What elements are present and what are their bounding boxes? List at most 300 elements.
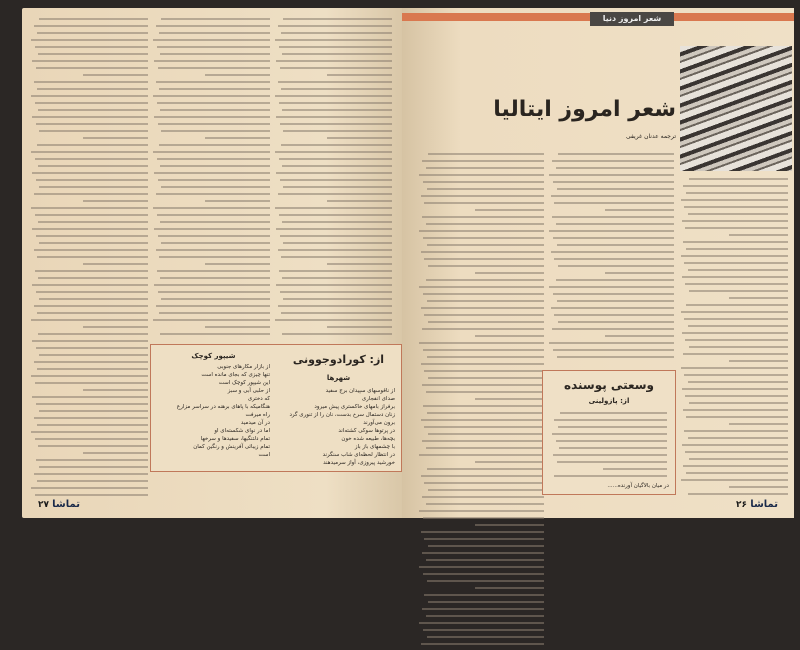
text-line <box>279 214 392 216</box>
poem-line: بچه‌ها، طبیعه شده خون <box>341 436 395 442</box>
text-line <box>549 342 674 344</box>
text-column <box>30 18 148 501</box>
text-line <box>205 137 270 139</box>
text-line <box>682 388 788 390</box>
text-line <box>426 503 544 505</box>
text-line <box>280 123 392 125</box>
text-line <box>685 451 788 453</box>
text-line <box>281 256 392 258</box>
text-line <box>35 382 148 384</box>
text-line <box>39 410 148 412</box>
text-line <box>428 265 544 267</box>
text-line <box>32 340 148 342</box>
text-line <box>475 272 544 274</box>
page-number: ۲۷ <box>38 500 49 510</box>
text-line <box>556 223 674 225</box>
text-line <box>689 458 788 460</box>
text-line <box>688 269 788 271</box>
text-column <box>548 153 674 363</box>
text-line <box>157 158 270 160</box>
text-line <box>729 297 788 299</box>
text-line <box>280 291 392 293</box>
poem-column-right <box>276 349 401 467</box>
text-line <box>31 487 148 489</box>
poem-title: شیپور کوچک <box>191 352 236 360</box>
text-line <box>681 479 788 481</box>
text-line <box>683 465 788 467</box>
section-header: شعر امروز دنیا <box>590 12 674 26</box>
text-line <box>685 227 788 229</box>
text-line <box>421 419 544 421</box>
poem-line: با چشمهای باز باز <box>354 444 395 450</box>
page-number: ۲۶ <box>736 500 748 510</box>
text-column <box>274 18 392 340</box>
text-line <box>159 256 270 258</box>
text-line <box>278 25 392 27</box>
poem-line: است <box>258 452 270 458</box>
text-line <box>423 405 544 407</box>
text-line <box>159 312 270 314</box>
text-line <box>423 293 544 295</box>
text-line <box>424 314 544 316</box>
text-line <box>689 178 788 180</box>
text-line <box>34 193 148 195</box>
text-line <box>475 335 544 337</box>
text-line <box>156 81 270 83</box>
text-line <box>557 244 674 246</box>
text-line <box>282 333 392 335</box>
text-line <box>559 447 667 449</box>
text-line <box>36 179 148 181</box>
text-line <box>160 277 270 279</box>
poem-author: از: کورادوجوونی <box>292 353 385 366</box>
poem-line: هنگامیکه با پاهای برهنه در سراسر مزارع <box>176 404 270 410</box>
poem-last-line: در میان بالاگیان آورنده...... <box>607 483 669 489</box>
text-line <box>427 356 544 358</box>
text-line <box>327 137 392 139</box>
text-line <box>686 192 788 194</box>
right-page <box>402 8 794 518</box>
text-line <box>419 342 544 344</box>
text-line <box>422 328 544 330</box>
text-line <box>422 216 544 218</box>
text-line <box>37 368 148 370</box>
text-line <box>276 172 392 174</box>
text-line <box>327 326 392 328</box>
poem-line: از حلبی آبی و سبز <box>227 388 270 394</box>
text-line <box>35 102 148 104</box>
text-line <box>154 284 270 286</box>
text-line <box>603 468 667 470</box>
text-line <box>34 305 148 307</box>
text-line <box>428 545 544 547</box>
text-line <box>34 81 148 83</box>
text-line <box>424 370 544 372</box>
text-line <box>682 444 788 446</box>
text-line <box>31 39 148 41</box>
text-line <box>39 186 148 188</box>
article-illustration <box>680 46 792 171</box>
text-line <box>39 242 148 244</box>
text-line <box>426 447 544 449</box>
text-line <box>682 220 788 222</box>
text-line <box>283 18 392 20</box>
text-line <box>279 46 392 48</box>
text-line <box>157 102 270 104</box>
text-line <box>554 202 674 204</box>
text-line <box>605 272 674 274</box>
text-line <box>38 277 148 279</box>
poem-lines <box>151 363 276 459</box>
text-line <box>551 251 674 253</box>
text-line <box>158 67 270 69</box>
text-line <box>422 384 544 386</box>
text-line <box>31 375 148 377</box>
text-line <box>36 235 148 237</box>
text-line <box>38 333 148 335</box>
text-line <box>32 172 148 174</box>
poem-line: از بازار مکارهای جنوبی <box>217 364 270 370</box>
text-line <box>419 174 544 176</box>
text-line <box>83 263 148 265</box>
text-line <box>422 496 544 498</box>
text-line <box>83 137 148 139</box>
text-line <box>552 328 674 330</box>
text-line <box>205 200 270 202</box>
text-line <box>689 346 788 348</box>
text-line <box>275 207 392 209</box>
text-line <box>681 255 788 257</box>
header-band <box>402 13 590 21</box>
text-line <box>327 263 392 265</box>
text-line <box>35 158 148 160</box>
text-line <box>282 277 392 279</box>
text-line <box>421 475 544 477</box>
text-line <box>37 424 148 426</box>
text-line <box>428 433 544 435</box>
text-line <box>556 167 674 169</box>
text-line <box>281 32 392 34</box>
text-line <box>276 284 392 286</box>
text-line <box>282 53 392 55</box>
text-line <box>683 353 788 355</box>
text-line <box>276 60 392 62</box>
text-line <box>83 200 148 202</box>
text-line <box>38 165 148 167</box>
text-line <box>688 493 788 495</box>
text-line <box>161 242 270 244</box>
text-line <box>551 307 674 309</box>
text-line <box>37 88 148 90</box>
text-line <box>31 319 148 321</box>
poem-line: این شیپور کوچک است <box>218 380 270 386</box>
text-line <box>160 109 270 111</box>
text-line <box>419 622 544 624</box>
text-line <box>688 381 788 383</box>
text-line <box>34 249 148 251</box>
text-line <box>159 32 270 34</box>
text-line <box>37 144 148 146</box>
text-line <box>32 116 148 118</box>
text-line <box>159 144 270 146</box>
text-line <box>557 461 667 463</box>
text-line <box>729 486 788 488</box>
text-line <box>32 396 148 398</box>
article-byline: ترجمه عدنان غریفی <box>626 133 676 140</box>
text-line <box>682 332 788 334</box>
text-line <box>686 248 788 250</box>
text-column <box>152 18 270 340</box>
text-line <box>283 242 392 244</box>
text-line <box>681 199 788 201</box>
text-line <box>156 305 270 307</box>
text-line <box>556 279 674 281</box>
text-line <box>38 445 148 447</box>
text-line <box>686 304 788 306</box>
text-line <box>31 431 148 433</box>
text-line <box>154 172 270 174</box>
text-line <box>558 321 674 323</box>
text-line <box>279 270 392 272</box>
text-line <box>34 417 148 419</box>
text-line <box>39 354 148 356</box>
text-line <box>424 482 544 484</box>
text-line <box>279 102 392 104</box>
text-line <box>275 319 392 321</box>
text-line <box>36 347 148 349</box>
poem-box-pasolini <box>542 370 676 495</box>
text-line <box>83 452 148 454</box>
text-line <box>428 601 544 603</box>
page-number-left <box>38 499 80 510</box>
text-line <box>278 249 392 251</box>
text-line <box>38 109 148 111</box>
text-line <box>683 409 788 411</box>
poem-line: اما در نوای شکسته‌ای او <box>214 428 270 434</box>
text-line <box>156 193 270 195</box>
text-line <box>419 566 544 568</box>
text-line <box>35 494 148 496</box>
text-line <box>37 32 148 34</box>
text-line <box>278 193 392 195</box>
text-line <box>423 181 544 183</box>
text-line <box>549 230 674 232</box>
poem-line: زنان دستمال سرخ بدست، نان را از تنوری گرد <box>289 412 395 418</box>
text-line <box>558 265 674 267</box>
text-line <box>554 258 674 260</box>
text-line <box>36 403 148 405</box>
text-line <box>556 440 667 442</box>
text-line <box>35 46 148 48</box>
text-line <box>423 349 544 351</box>
text-line <box>684 262 788 264</box>
text-line <box>156 25 270 27</box>
text-line <box>683 241 788 243</box>
header-band <box>674 13 794 21</box>
text-line <box>419 510 544 512</box>
poem-lines <box>276 387 401 467</box>
poem-line: تنها چیزی که بجای مانده است <box>201 372 270 378</box>
text-line <box>153 39 270 41</box>
article-title: شعر امروز ایتالیا <box>493 97 676 122</box>
text-line <box>39 298 148 300</box>
text-line <box>554 419 667 421</box>
text-line <box>158 235 270 237</box>
text-line <box>36 459 148 461</box>
text-line <box>426 279 544 281</box>
text-line <box>39 130 148 132</box>
text-line <box>156 249 270 251</box>
text-line <box>419 286 544 288</box>
text-line <box>154 116 270 118</box>
text-line <box>423 629 544 631</box>
text-line <box>153 207 270 209</box>
text-line <box>283 186 392 188</box>
left-page <box>22 8 402 518</box>
text-line <box>475 209 544 211</box>
text-line <box>428 489 544 491</box>
text-line <box>427 188 544 190</box>
text-line <box>32 284 148 286</box>
text-column <box>418 153 544 650</box>
text-line <box>283 130 392 132</box>
magazine-logo: تماشا <box>52 499 80 510</box>
text-line <box>160 333 270 335</box>
text-line <box>421 363 544 365</box>
text-line <box>549 286 674 288</box>
text-line <box>36 67 148 69</box>
poem-line: در پرتوها سوکی کشته‌اند <box>338 428 395 434</box>
text-line <box>34 361 148 363</box>
text-line <box>35 270 148 272</box>
text-line <box>280 235 392 237</box>
poem-line: از ناقوسهای سپیدان برج سفید <box>325 388 395 394</box>
text-line <box>157 46 270 48</box>
text-line <box>83 74 148 76</box>
magazine-logo: تماشا <box>750 499 778 510</box>
text-line <box>419 230 544 232</box>
text-line <box>159 88 270 90</box>
text-line <box>605 335 674 337</box>
text-line <box>275 151 392 153</box>
text-line <box>153 319 270 321</box>
text-line <box>275 95 392 97</box>
text-line <box>553 349 674 351</box>
text-line <box>426 559 544 561</box>
text-line <box>422 608 544 610</box>
text-line <box>281 88 392 90</box>
text-line <box>554 475 667 477</box>
text-line <box>278 81 392 83</box>
text-line <box>35 438 148 440</box>
poem-line: راه میرفت <box>245 412 270 418</box>
text-line <box>32 60 148 62</box>
text-line <box>421 643 544 645</box>
text-line <box>283 298 392 300</box>
text-line <box>39 466 148 468</box>
text-line <box>683 185 788 187</box>
text-line <box>37 312 148 314</box>
poem-line: در آن میدمید <box>240 420 270 426</box>
text-line <box>552 216 674 218</box>
text-line <box>276 228 392 230</box>
text-line <box>558 426 667 428</box>
text-line <box>552 160 674 162</box>
text-line <box>205 74 270 76</box>
text-line <box>427 636 544 638</box>
poem-box-giovanni <box>150 344 402 472</box>
poem-title: شهرها <box>326 374 351 382</box>
text-line <box>158 123 270 125</box>
text-line <box>427 244 544 246</box>
poem-line: تمام دلتنگیها، سفیدها و سرخها <box>200 436 270 442</box>
text-line <box>279 158 392 160</box>
poem-line: برون می‌آورند <box>363 420 395 426</box>
text-line <box>684 318 788 320</box>
text-line <box>275 39 392 41</box>
text-line <box>205 263 270 265</box>
text-line <box>158 179 270 181</box>
text-line <box>160 53 270 55</box>
text-line <box>282 165 392 167</box>
text-line <box>689 290 788 292</box>
text-line <box>554 314 674 316</box>
text-line <box>475 461 544 463</box>
text-line <box>34 25 148 27</box>
text-line <box>424 594 544 596</box>
text-line <box>35 214 148 216</box>
text-line <box>428 377 544 379</box>
text-line <box>421 251 544 253</box>
text-line <box>427 412 544 414</box>
text-line <box>421 307 544 309</box>
text-line <box>428 321 544 323</box>
text-line <box>281 144 392 146</box>
text-line <box>161 298 270 300</box>
text-line <box>729 234 788 236</box>
text-line <box>39 18 148 20</box>
text-line <box>424 538 544 540</box>
text-line <box>729 423 788 425</box>
text-line <box>424 258 544 260</box>
text-line <box>276 116 392 118</box>
text-line <box>421 195 544 197</box>
text-line <box>153 95 270 97</box>
text-line <box>424 426 544 428</box>
text-line <box>682 276 788 278</box>
text-line <box>685 283 788 285</box>
text-line <box>161 186 270 188</box>
text-line <box>423 237 544 239</box>
text-line <box>205 326 270 328</box>
text-line <box>475 398 544 400</box>
text-line <box>557 188 674 190</box>
text-line <box>475 524 544 526</box>
text-line <box>161 18 270 20</box>
text-line <box>282 109 392 111</box>
text-line <box>161 130 270 132</box>
text-line <box>38 53 148 55</box>
text-line <box>157 270 270 272</box>
text-line <box>688 325 788 327</box>
page-number-right <box>736 499 778 510</box>
text-line <box>37 256 148 258</box>
text-line <box>426 223 544 225</box>
poem-line: خورشید پیروزی، آواز سرمیدهند <box>323 460 395 466</box>
text-line <box>729 360 788 362</box>
text-line <box>560 412 667 414</box>
text-line <box>282 221 392 223</box>
